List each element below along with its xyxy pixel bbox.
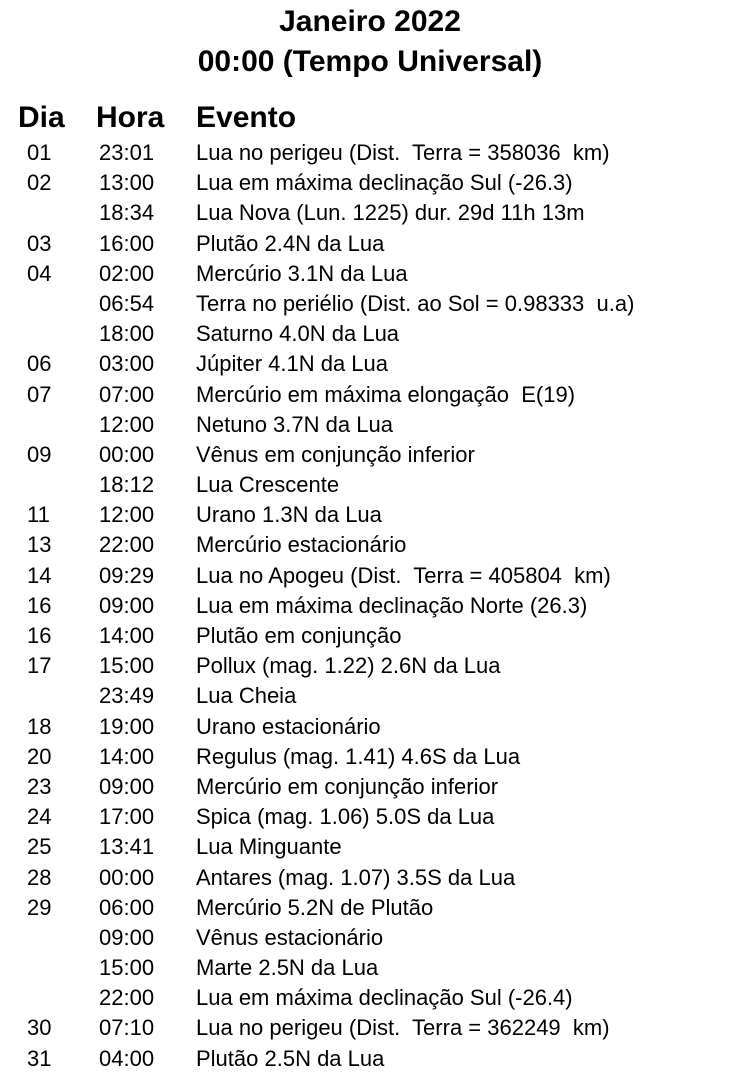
event-time: 03:00 [99,351,155,377]
title-month: Janeiro 2022 [279,5,461,38]
event-row [0,742,750,772]
event-row [0,832,750,862]
title-timezone: 00:00 (Tempo Universal) [197,45,543,78]
event-day: 16 [27,592,52,618]
event-description: Mercúrio 5.2N de Plutão [196,894,434,920]
event-time: 23:01 [99,140,155,165]
event-day: 24 [27,804,52,830]
event-time: 12:00 [99,411,155,437]
event-description: Mercúrio em máxima elongação E(19) [196,381,576,407]
event-day: 28 [27,864,52,890]
event-row [0,953,750,983]
event-row [0,349,750,379]
event-description: Marte 2.5N da Lua [196,955,379,981]
event-description: Mercúrio em conjunção inferior [196,773,499,799]
event-day: 14 [27,562,52,588]
event-description: Regulus (mag. 1.41) 4.6S da Lua [196,743,521,769]
event-time: 04:00 [99,1045,155,1071]
event-day: 06 [27,351,52,377]
event-list [0,138,750,1074]
event-row [0,380,750,410]
event-row [0,983,750,1013]
event-description: Lua no Apogeu (Dist. Terra = 405804 km) [196,562,611,588]
event-time: 23:49 [99,683,155,709]
event-time: 13:41 [99,834,155,860]
event-day: 30 [27,1015,52,1041]
event-row [0,500,750,530]
event-row [0,712,750,742]
event-time: 14:00 [99,743,155,769]
event-row [0,863,750,893]
event-row [0,621,750,651]
event-time: 07:00 [99,381,155,407]
event-description: Saturno 4.0N da Lua [196,321,400,347]
event-time: 17:00 [99,804,155,830]
event-time: 12:00 [99,502,155,528]
event-description: Lua Nova (Lun. 1225) dur. 29d 11h 13m [196,200,585,226]
event-row [0,802,750,832]
event-description: Urano 1.3N da Lua [196,502,382,528]
event-row [0,651,750,681]
event-row [0,168,750,198]
event-time: 09:00 [99,773,155,799]
event-time: 13:00 [99,170,155,196]
event-time: 19:00 [99,713,155,739]
event-description: Lua no perigeu (Dist. Terra = 362249 km) [196,1015,610,1041]
column-header-evento: Evento [196,101,297,134]
event-time: 00:00 [99,441,155,467]
event-time: 22:00 [99,532,155,558]
column-header-hora: Hora [96,101,165,134]
event-row [0,198,750,228]
event-row [0,923,750,953]
event-day: 31 [27,1045,52,1071]
event-row [0,289,750,319]
event-row [0,772,750,802]
event-description: Lua em máxima declinação Sul (-26.3) [196,170,573,196]
event-description: Júpiter 4.1N da Lua [196,351,389,377]
event-day: 01 [27,140,52,165]
event-description: Plutão em conjunção [196,623,402,648]
event-time: 06:00 [99,894,155,920]
event-row [0,229,750,259]
event-description: Lua em máxima declinação Sul (-26.4) [196,985,573,1011]
event-day: 23 [27,773,52,799]
event-day: 11 [27,502,50,528]
event-time: 15:00 [99,955,155,981]
event-time: 02:00 [99,260,155,286]
event-description: Vênus estacionário [196,924,384,950]
event-description: Lua Minguante [196,834,342,860]
event-row [0,591,750,621]
event-day: 17 [27,653,52,679]
event-description: Mercúrio estacionário [196,532,407,558]
event-row [0,470,750,500]
event-description: Spica (mag. 1.06) 5.0S da Lua [196,804,495,830]
event-row [0,440,750,470]
event-description: Lua Cheia [196,683,297,709]
event-row [0,1013,750,1043]
event-description: Mercúrio 3.1N da Lua [196,260,408,286]
event-description: Terra no periélio (Dist. ao Sol = 0.98333 u.a) [196,290,635,316]
event-day: 02 [27,170,52,196]
event-row [0,893,750,923]
event-time: 22:00 [99,985,155,1011]
event-time: 09:29 [99,562,155,588]
event-description: Antares (mag. 1.07) 3.5S da Lua [196,864,516,890]
event-time: 09:00 [99,592,155,618]
event-time: 16:00 [99,230,155,256]
event-description: Lua no perigeu (Dist. Terra = 358036 km) [196,140,610,165]
event-time: 18:00 [99,321,155,347]
event-time: 18:34 [99,200,155,226]
page-title [0,2,740,82]
event-description: Netuno 3.7N da Lua [196,411,393,437]
event-time: 15:00 [99,653,155,679]
event-time: 18:12 [99,472,155,498]
event-description: Plutão 2.5N da Lua [196,1045,385,1071]
event-time: 14:00 [99,623,155,648]
event-description: Pollux (mag. 1.22) 2.6N da Lua [196,653,501,679]
event-row [0,681,750,711]
event-row [0,561,750,591]
event-row [0,259,750,289]
event-day: 09 [27,441,52,467]
column-header-dia: Dia [18,101,65,134]
event-day: 03 [27,230,52,256]
event-day: 20 [27,743,52,769]
event-time: 00:00 [99,864,155,890]
event-description: Urano estacionário [196,713,381,739]
event-description: Lua em máxima declinação Norte (26.3) [196,592,588,618]
event-time: 07:10 [99,1015,155,1041]
event-time: 06:54 [99,290,155,316]
event-row [0,1044,750,1074]
event-day: 04 [27,260,52,286]
event-day: 29 [27,894,52,920]
event-day: 25 [27,834,52,860]
event-row [0,530,750,560]
event-description: Lua Crescente [196,472,340,498]
event-description: Vênus em conjunção inferior [196,441,475,467]
event-day: 16 [27,623,52,648]
event-day: 18 [27,713,52,739]
event-day: 07 [27,381,52,407]
event-day: 13 [27,532,52,558]
event-description: Plutão 2.4N da Lua [196,230,385,256]
event-time: 09:00 [99,924,155,950]
event-row [0,319,750,349]
event-row [0,138,750,168]
event-row [0,410,750,440]
